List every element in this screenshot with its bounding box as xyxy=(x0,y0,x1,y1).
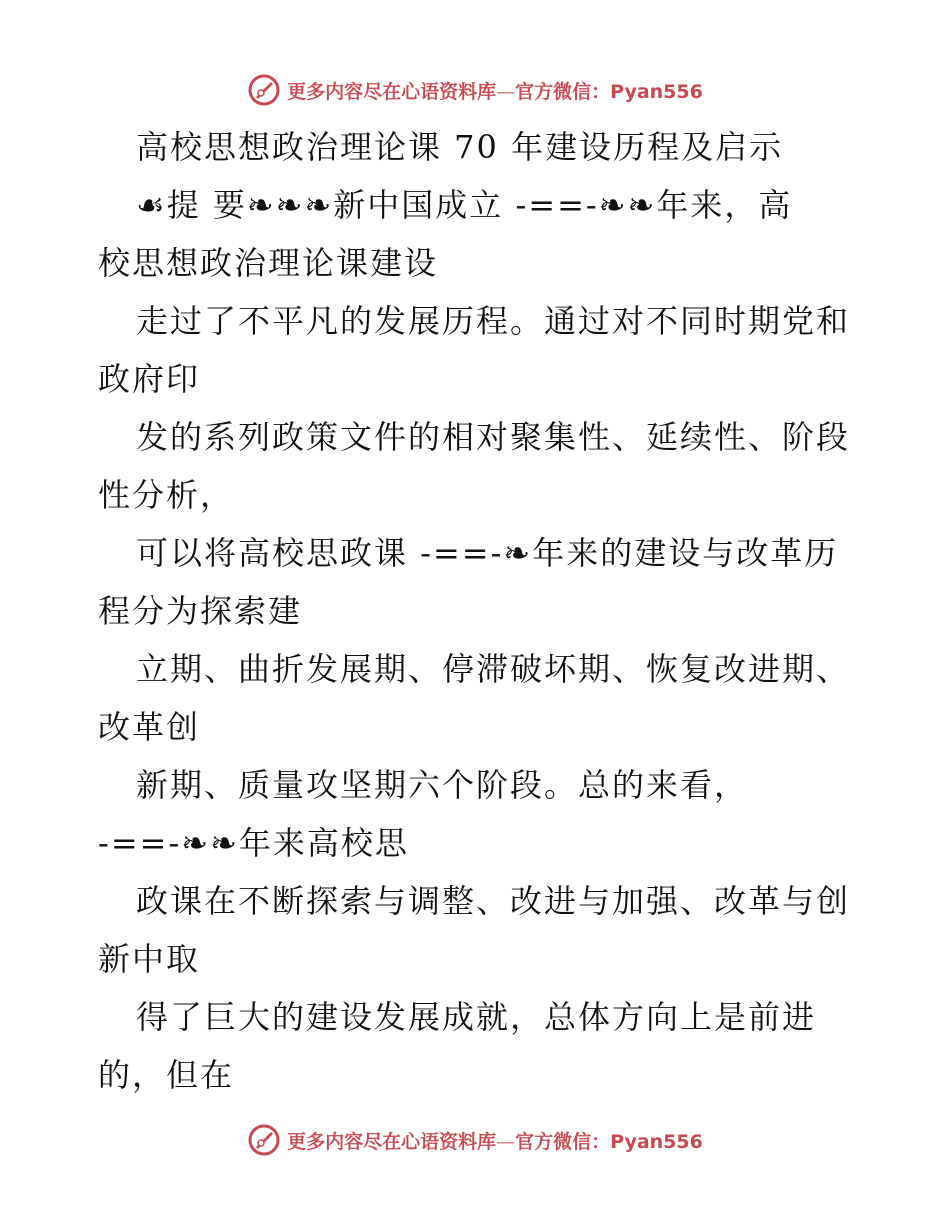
doc-line-6: 发的系列政策文件的相对聚集性、延续性、阶段 xyxy=(136,418,851,456)
watermark-text xyxy=(287,1127,703,1154)
doc-line-16: 得了巨大的建设发展成就，总体方向上是前进 xyxy=(136,998,817,1036)
doc-line-3: 校思想政治理论课建设 xyxy=(98,244,439,282)
doc-line-17: 的，但在 xyxy=(98,1056,235,1094)
watermark-dash: — xyxy=(496,1130,516,1153)
watermark-tail: 官方微信：Pyan556 xyxy=(515,80,703,103)
doc-line-13: -==-❧❧年来高校思 xyxy=(98,824,409,862)
doc-line-15: 新中取 xyxy=(98,940,201,978)
doc-line-5: 政府印 xyxy=(98,360,201,398)
quill-seal-logo-icon xyxy=(247,73,281,107)
doc-line-12: 新期、质量攻坚期六个阶段。总的来看， xyxy=(136,766,749,804)
doc-line-11: 改革创 xyxy=(98,708,201,746)
doc-line-4: 走过了不平凡的发展历程。通过对不同时期党和 xyxy=(136,302,851,340)
document-body xyxy=(98,118,858,1104)
doc-line-14: 政课在不断探索与调整、改进与加强、改革与创 xyxy=(136,882,851,920)
doc-line-2: ☙提 要❧❧❧新中国成立 -==-❧❧年来，高 xyxy=(136,186,793,224)
doc-line-9: 程分为探索建 xyxy=(98,592,303,630)
footer-watermark xyxy=(0,1120,950,1160)
doc-line-1: 高校思想政治理论课 70 年建设历程及启示 xyxy=(136,128,784,166)
header-watermark xyxy=(0,70,950,110)
doc-line-7: 性分析， xyxy=(98,476,235,514)
doc-line-8: 可以将高校思政课 -==-❧年来的建设与改革历 xyxy=(136,534,839,572)
watermark-main: 更多内容尽在心语资料库 xyxy=(287,80,497,103)
watermark-tail: 官方微信：Pyan556 xyxy=(515,1130,703,1153)
watermark-main: 更多内容尽在心语资料库 xyxy=(287,1130,497,1153)
doc-line-10: 立期、曲折发展期、停滞破坏期、恢复改进期、 xyxy=(136,650,851,688)
watermark-dash: — xyxy=(496,80,516,103)
watermark-text xyxy=(287,77,703,104)
quill-seal-logo-icon xyxy=(247,1123,281,1157)
